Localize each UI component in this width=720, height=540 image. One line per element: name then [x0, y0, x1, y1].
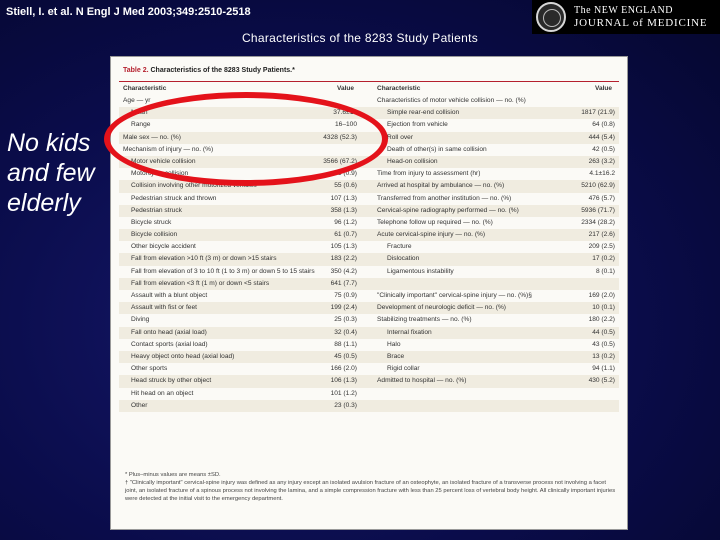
right-characteristic-cell: Brace — [387, 352, 405, 360]
left-value-cell: 88 (1.1) — [334, 340, 357, 348]
table-row — [119, 241, 619, 253]
col-head-value-right: Value — [595, 85, 612, 92]
right-value-cell: 2334 (28.2) — [581, 218, 615, 226]
right-characteristic-cell: Roll over — [387, 133, 414, 141]
right-characteristic-cell: Cervical-spine radiography performed — no. (%) — [377, 206, 519, 214]
right-characteristic-cell: "Clinically important" cervical-spine injury — no. (%)§ — [377, 292, 532, 299]
left-value-cell: 358 (1.3) — [330, 206, 357, 214]
callout-line-2: and few — [7, 159, 95, 187]
left-value-cell: 350 (4.2) — [330, 267, 357, 275]
callout-text — [7, 128, 95, 218]
right-characteristic-cell: Acute cervical-spine injury — no. (%) — [377, 231, 486, 239]
table-row — [119, 278, 619, 290]
slide-title: Characteristics of the 8283 Study Patients — [241, 31, 479, 45]
left-characteristic-cell: Hit head on an object — [131, 389, 194, 397]
left-characteristic-cell: Motor vehicle collision — [131, 157, 196, 165]
right-value-cell: 4.1±16.2 — [589, 170, 615, 178]
right-characteristic-cell: Internal fixation — [387, 328, 432, 336]
right-characteristic-cell: Admitted to hospital — no. (%) — [377, 377, 467, 385]
right-value-cell: 8 (0.1) — [595, 267, 615, 275]
right-value-cell: 42 (0.5) — [592, 145, 615, 153]
table-row — [119, 302, 619, 314]
left-value-cell: 75 (0.9) — [334, 292, 357, 299]
table-row — [119, 266, 619, 278]
table-row — [119, 229, 619, 241]
left-value-cell: 32 (0.4) — [334, 328, 357, 336]
table-row — [119, 217, 619, 229]
left-characteristic-cell: Fall from elevation >10 ft (3 m) or down >15 stairs — [131, 255, 277, 263]
right-characteristic-cell: Development of neurologic deficit — no. (%) — [377, 304, 507, 312]
right-value-cell: 209 (2.5) — [588, 243, 615, 251]
right-value-cell: 1817 (21.9) — [581, 109, 615, 117]
right-characteristic-cell: Death of other(s) in same collision — [387, 145, 487, 153]
left-value-cell: 106 (1.3) — [330, 377, 357, 385]
right-value-cell: 44 (0.5) — [592, 328, 615, 336]
right-characteristic-cell: Stabilizing treatments — no. (%) — [377, 316, 472, 324]
left-characteristic-cell: Collision involving other motorized vehicles — [131, 182, 257, 190]
right-value-cell: 263 (3.2) — [588, 157, 615, 165]
left-value-cell: 23 (0.3) — [334, 401, 357, 409]
left-characteristic-cell: Assault with fist or feet — [131, 304, 197, 312]
right-value-cell: 430 (5.2) — [588, 377, 615, 385]
left-value-cell: 199 (2.4) — [330, 304, 357, 312]
left-characteristic-cell: Other — [131, 401, 148, 409]
left-characteristic-cell: Male sex — no. (%) — [123, 133, 181, 141]
right-characteristic-cell: Dislocation — [387, 255, 420, 263]
col-head-value-left: Value — [337, 85, 354, 92]
left-characteristic-cell: Other sports — [131, 365, 168, 373]
table-row — [119, 363, 619, 375]
logo-wordmark — [574, 5, 707, 29]
right-characteristic-cell: Characteristics of motor vehicle collision — no. (%) — [377, 97, 526, 104]
left-characteristic-cell: Fall from elevation of 3 to 10 ft (1 to 3 m) or down 5 to 15 stairs — [131, 267, 315, 275]
right-value-cell: 180 (2.2) — [588, 316, 615, 324]
right-characteristic-cell: Simple rear-end collision — [387, 109, 460, 117]
logo-line-1: The NEW ENGLAND — [574, 5, 673, 16]
left-value-cell: 641 (7.7) — [330, 279, 357, 287]
logo-line-2: JOURNAL of MEDICINE — [574, 17, 708, 29]
table-row — [119, 290, 619, 302]
right-value-cell: 217 (2.6) — [588, 231, 615, 239]
table-row — [119, 388, 619, 400]
right-value-cell: 17 (0.2) — [592, 255, 615, 263]
left-value-cell: 55 (0.6) — [334, 182, 357, 190]
right-value-cell: 5210 (62.9) — [581, 182, 615, 190]
right-value-cell: 444 (5.4) — [588, 133, 615, 141]
right-value-cell: 10 (0.1) — [592, 304, 615, 312]
left-value-cell: 61 (0.7) — [334, 231, 357, 239]
left-characteristic-cell: Fall from elevation <3 ft (1 m) or down <5 stairs — [131, 279, 270, 287]
right-value-cell: 13 (0.2) — [592, 352, 615, 360]
left-value-cell: 37.6±10 — [333, 109, 357, 117]
right-characteristic-cell: Ejection from vehicle — [387, 121, 448, 129]
left-value-cell: 4328 (52.3) — [323, 133, 357, 141]
left-value-cell: 183 (2.2) — [330, 255, 357, 263]
table-row — [119, 205, 619, 217]
right-value-cell: 5936 (71.7) — [581, 206, 615, 214]
left-characteristic-cell: Age — yr — [123, 97, 151, 104]
left-characteristic-cell: Contact sports (axial load) — [131, 340, 208, 348]
left-characteristic-cell: Head struck by other object — [131, 377, 212, 385]
left-value-cell: 3566 (67.2) — [323, 157, 357, 165]
left-characteristic-cell: Bicycle collision — [131, 231, 178, 239]
right-characteristic-cell: Fracture — [387, 243, 412, 251]
left-characteristic-cell: Bicycle struck — [131, 218, 172, 226]
footnote: † "Clinically important" cervical-spine injury was defined as any injury except an isolated avulsion fracture of an osteophyte, an isolated fracture of a transverse process not involving a facet joint, an isolated fracture of a spinous process not involving the lamina, and a simple compression fracture with less than 25 percent loss of vertebral body height. All clinically important injuries were detected at the initial visit to the emergency department. — [125, 480, 616, 502]
left-value-cell: 78 (0.9) — [334, 170, 357, 178]
left-characteristic-cell: Pedestrian struck and thrown — [131, 194, 217, 202]
table-row — [119, 339, 619, 351]
table-row — [119, 314, 619, 326]
table-row — [119, 351, 619, 363]
table-label: Table 2. — [123, 67, 149, 74]
left-characteristic-cell: Range — [131, 121, 151, 129]
left-characteristic-cell: Other bicycle accident — [131, 243, 196, 251]
right-characteristic-cell: Transferred from another institution — no. (%) — [377, 194, 512, 202]
right-value-cell: 169 (2.0) — [588, 292, 615, 299]
table-row — [119, 193, 619, 205]
callout-line-1: No kids — [7, 129, 91, 157]
right-value-cell: 476 (5.7) — [588, 194, 615, 202]
journal-seal-icon — [536, 2, 566, 32]
left-value-cell: 45 (0.5) — [334, 352, 357, 360]
table-top-rule — [119, 81, 619, 82]
citation-text: Stiell, I. et al. N Engl J Med 2003;349:2510-2518 — [6, 6, 251, 18]
left-value-cell: 105 (1.3) — [330, 243, 357, 251]
right-characteristic-cell: Halo — [387, 340, 401, 348]
table-row — [119, 400, 619, 412]
right-value-cell: 64 (0.8) — [592, 121, 615, 129]
table-row — [119, 327, 619, 339]
right-characteristic-cell: Head-on collision — [387, 157, 438, 165]
left-characteristic-cell: Heavy object onto head (axial load) — [131, 352, 235, 360]
left-value-cell: 16–100 — [334, 121, 357, 129]
left-value-cell: 107 (1.3) — [330, 194, 357, 202]
table-title-text: Characteristics of the 8283 Study Patients.* — [150, 67, 295, 74]
right-value-cell: 43 (0.5) — [592, 340, 615, 348]
left-characteristic-cell: Pedestrian struck — [131, 206, 182, 214]
right-value-cell: 94 (1.1) — [592, 365, 615, 373]
table-row — [119, 253, 619, 265]
left-characteristic-cell: Assault with a blunt object — [131, 292, 208, 299]
col-head-characteristic-right: Characteristic — [377, 85, 421, 92]
nejm-logo — [532, 0, 720, 34]
right-characteristic-cell: Ligamentous instability — [387, 267, 454, 275]
callout-line-3: elderly — [7, 189, 81, 217]
left-value-cell: 101 (1.2) — [330, 389, 357, 397]
left-characteristic-cell: Diving — [131, 316, 150, 324]
right-characteristic-cell: Telephone follow up required — no. (%) — [377, 218, 493, 226]
left-value-cell: 166 (2.0) — [330, 365, 357, 373]
left-value-cell: 25 (0.3) — [334, 316, 357, 324]
right-characteristic-cell: Arrived at hospital by ambulance — no. (%) — [377, 182, 505, 190]
left-characteristic-cell: Motorcycle collision — [131, 170, 189, 178]
table-row — [119, 375, 619, 387]
left-characteristic-cell: Mechanism of injury — no. (%) — [123, 145, 214, 153]
table-footnotes — [125, 471, 617, 503]
col-head-characteristic-left: Characteristic — [123, 85, 167, 92]
left-value-cell: 96 (1.2) — [334, 218, 357, 226]
right-characteristic-cell: Time from injury to assessment (hr) — [377, 170, 481, 178]
right-characteristic-cell: Rigid collar — [387, 365, 420, 373]
table-title — [123, 67, 295, 74]
left-characteristic-cell: Fall onto head (axial load) — [131, 328, 207, 336]
highlight-circle — [104, 92, 388, 186]
footnote: * Plus–minus values are means ±SD. — [125, 472, 221, 478]
left-characteristic-cell: Mean — [131, 109, 148, 117]
